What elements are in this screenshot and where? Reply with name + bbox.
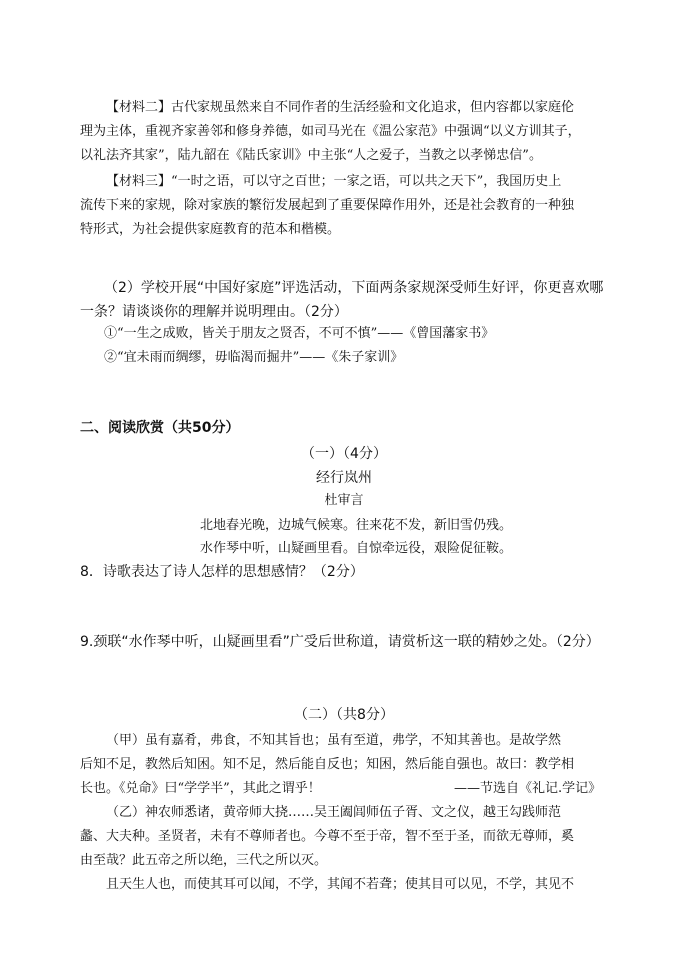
material2-line3: 以礼法齐其家”，陆九韶在《陆氏家训》中主张“人之爱子，当教之以孝悌忠信”。 (80, 148, 542, 163)
material3-line1: 【材料三】“一时之语，可以守之百世；一家之语，可以共之天下”，我国历史上 (106, 174, 562, 189)
poem-line2: 水作琴中听，山疑画里看。自惊牵远役，艰险促征鞍。 (200, 541, 513, 556)
material2-line2: 理为主体，重视齐家善邻和修身养德，如司马光在《温公家范》中强调“以义方训其子， (80, 124, 581, 139)
question2-option2: ②“宜未雨而绸缪，毋临渴而掘井”——《朱子家训》 (104, 350, 404, 365)
jia-line1: （甲）虽有嘉肴，弗食，不知其旨也；虽有至道，弗学，不知其善也。是故学然 (106, 733, 562, 748)
jia-source: ——节选自《礼记.学记》 (454, 781, 602, 796)
question-8: 8．诗歌表达了诗人怎样的思想感情？（2分） (80, 564, 364, 580)
yi-line1: （乙）神农师悉诸，黄帝师大挠……吴王阖闾师伍子胥、文之仪，越王勾践师范 (106, 805, 562, 820)
question2-option1: ①“一生之成败，皆关于朋友之贤否，不可不慎”——《曾国藩家书》 (104, 326, 495, 341)
question2-line1: （2）学校开展“中国好家庭”评选活动，下面两条家规深受师生好评，你更喜欢哪 (104, 280, 604, 296)
yi-line2: 蠡、大夫种。圣贤者，未有不尊师者也。今尊不至于帝，智不至于圣，而欲无尊师，奚 (80, 829, 575, 844)
jia-line3: 长也。《兑命》曰“学学半”，其此之谓乎！ (80, 781, 321, 796)
part1-heading: （一）（4分） (301, 446, 387, 462)
yi-line4: 且天生人也，而使其耳可以闻，不学，其闻不若聋；使其目可以见，不学，其见不 (106, 877, 575, 892)
part2-heading: （二）（共8分） (294, 707, 394, 723)
material3-line3: 特形式，为社会提供家庭教育的范本和楷模。 (80, 222, 341, 237)
poem-line1: 北地春光晚，边城气候寒。往来花不发，新旧雪仍残。 (200, 518, 513, 533)
yi-line3: 由至哉？此五帝之所以绝，三代之所以灭。 (80, 853, 328, 868)
question-9: 9.颈联“水作琴中听，山疑画里看”广受后世称道，请赏析这一联的精妙之处。（2分） (80, 634, 600, 650)
jia-line2: 后知不足，教然后知困。知不足，然后能自反也；知困，然后能自强也。故曰：教学相 (80, 757, 575, 772)
material2-line1: 【材料二】古代家规虽然来自不同作者的生活经验和文化追求，但内容都以家庭伦 (106, 100, 575, 115)
section2-heading: 二、阅读欣赏（共50分） (80, 420, 240, 436)
poem-author: 杜审言 (324, 493, 364, 508)
question2-line2: 一条？请谈谈你的理解并说明理由。（2分） (80, 304, 348, 320)
material3-line2: 流传下来的家规，除对家族的繁衍发展起到了重要保障作用外，还是社会教育的一种独 (80, 198, 575, 213)
poem-title: 经行岚州 (316, 470, 372, 486)
